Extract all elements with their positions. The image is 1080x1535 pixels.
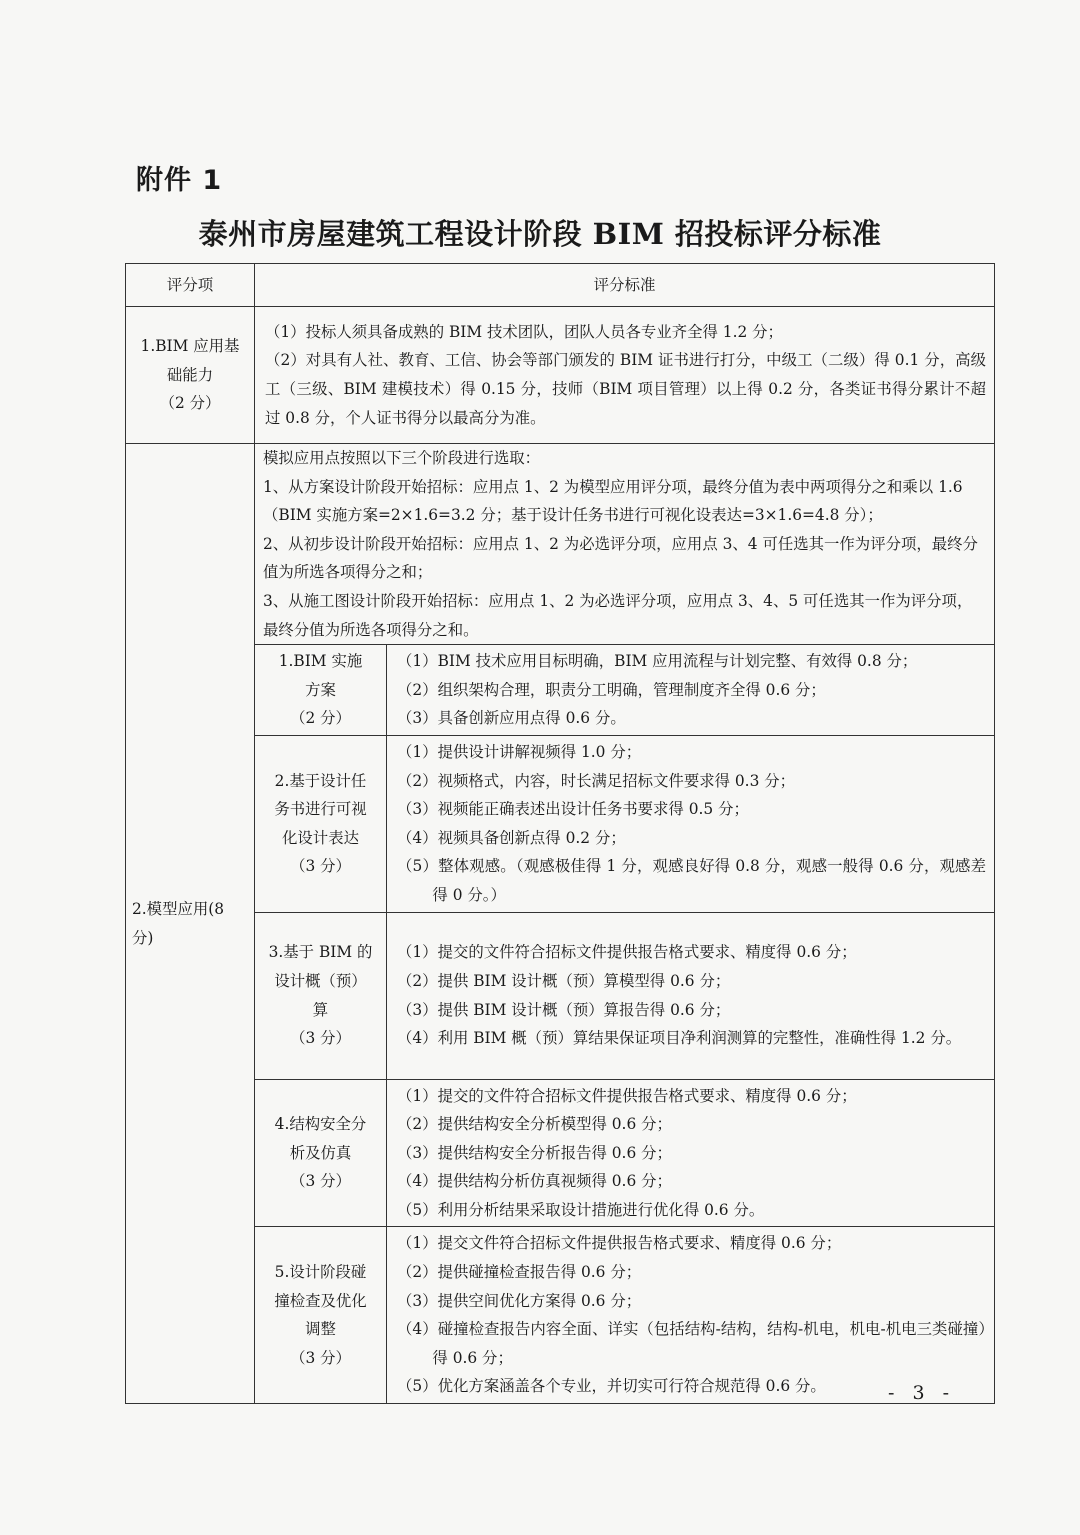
subitem-visual-expression: 2.基于设计任 务书进行可视 化设计表达 （3 分） (255, 735, 387, 912)
intro-line: 模拟应用点按照以下三个阶段进行选取： (263, 449, 541, 467)
criteria-line: （1）提供设计讲解视频得 1.0 分； (397, 742, 642, 761)
subitem-cost-estimate: 3.基于 BIM 的 设计概（预） 算 （3 分） (255, 912, 387, 1079)
subitem-bim-plan: 1.BIM 实施 方案 （2 分） (255, 645, 387, 736)
table-row (126, 307, 995, 444)
page-number: - 3 - (888, 1382, 956, 1404)
subitem-clash-detection: 5.设计阶段碰 撞检查及优化 调整 （3 分） (255, 1227, 387, 1404)
table-row (126, 645, 995, 736)
criteria-line: （4）利用 BIM 概（预）算结果保证项目净利润测算的完整性，准确性得 1.2 分。 (397, 1029, 962, 1048)
table-row (126, 735, 995, 912)
header-scoring-item: 评分项 (126, 264, 255, 307)
intro-line: 3、从施工图设计阶段开始招标：应用点 1、2 为必选评分项，应用点 3、4、5 可任选其一作为评分项，最终分值为所选各项得分之和。 (263, 591, 973, 639)
criteria-line: （1）提交文件符合招标文件提供报告格式要求、精度得 0.6 分； (397, 1234, 842, 1253)
criteria-line: （2）对具有人社、教育、工信、协会等部门颁发的 BIM 证书进行打分，中级工（二级）得 0.1 分，高级工（三级、BIM 建模技术）得 0.15 分，技师（BIM 项目管理）以上得 0.2 分，各类证书得分累计不超过 0.8 分，个人证书得分以最高分为准。 (265, 351, 987, 427)
criteria-line: （1）投标人须具备成熟的 BIM 技术团队，团队人员各专业齐全得 1.2 分； (265, 322, 783, 341)
criteria-line: （1）BIM 技术应用目标明确，BIM 应用流程与计划完整、有效得 0.8 分； (397, 652, 918, 671)
table-header-row (126, 264, 995, 307)
category-model-application: 2.模型应用(8 分) (126, 444, 255, 1404)
scoring-table (125, 263, 995, 1404)
criteria-line: （5）利用分析结果采取设计措施进行优化得 0.6 分。 (397, 1200, 765, 1219)
criteria-line: （4）视频具备创新点得 0.2 分； (397, 828, 626, 847)
criteria-line: （2）提供结构安全分析模型得 0.6 分； (397, 1115, 672, 1134)
subitem-structural-safety: 4.结构安全分 析及仿真 （3 分） (255, 1079, 387, 1227)
table-row (126, 1227, 995, 1404)
criteria-clash-detection (387, 1227, 995, 1404)
criteria-line: （4）碰撞检查报告内容全面、详实（包括结构-结构，结构-机电，机电-机电三类碰撞）得 0.6 分； (397, 1320, 987, 1367)
criteria-line: （3）提供结构安全分析报告得 0.6 分； (397, 1143, 672, 1162)
table-row (126, 1079, 995, 1227)
criteria-line: （2）提供碰撞检查报告得 0.6 分； (397, 1263, 642, 1282)
criteria-line: （3）具备创新应用点得 0.6 分。 (397, 709, 626, 728)
document-title: 泰州市房屋建筑工程设计阶段 BIM 招投标评分标准 (198, 217, 882, 251)
criteria-line: （1）提交的文件符合招标文件提供报告格式要求、精度得 0.6 分； (397, 943, 857, 962)
model-application-intro (255, 444, 995, 645)
criteria-structural-safety (387, 1079, 995, 1227)
attachment-label: 附件 1 (136, 165, 223, 196)
category-bim-capability: 1.BIM 应用基 础能力 （2 分） (126, 307, 255, 444)
criteria-line: （2）提供 BIM 设计概（预）算模型得 0.6 分； (397, 971, 731, 990)
criteria-bim-capability (255, 307, 995, 444)
criteria-cost-estimate (387, 912, 995, 1079)
criteria-visual-expression (387, 735, 995, 912)
criteria-line: （2）组织架构合理，职责分工明确，管理制度齐全得 0.6 分； (397, 680, 826, 699)
criteria-line: （1）提交的文件符合招标文件提供报告格式要求、精度得 0.6 分； (397, 1086, 857, 1105)
intro-line: 2、从初步设计阶段开始招标：应用点 1、2 为必选评分项，应用点 3、4 可任选其一作为评分项，最终分值为所选各项得分之和； (263, 534, 978, 582)
table-row (126, 912, 995, 1079)
criteria-line: （3）提供 BIM 设计概（预）算报告得 0.6 分； (397, 1000, 731, 1019)
criteria-line: （5）整体观感。（观感极佳得 1 分，观感良好得 0.8 分，观感一般得 0.6 分，观感差得 0 分。） (397, 857, 987, 904)
criteria-line: （3）提供空间优化方案得 0.6 分； (397, 1291, 642, 1310)
header-scoring-criteria: 评分标准 (255, 264, 995, 307)
table-row (126, 444, 995, 645)
criteria-line: （5）优化方案涵盖各个专业，并切实可行符合规范得 0.6 分。 (397, 1377, 826, 1396)
criteria-bim-plan (387, 645, 995, 736)
intro-line: 1、从方案设计阶段开始招标：应用点 1、2 为模型应用评分项，最终分值为表中两项得分之和乘以 1.6（BIM 实施方案=2×1.6=3.2 分；基于设计任务书进行可视化设表达=3×1.6=4.8 分）； (263, 477, 963, 525)
criteria-line: （2）视频格式，内容，时长满足招标文件要求得 0.3 分； (397, 771, 796, 790)
criteria-line: （4）提供结构分析仿真视频得 0.6 分； (397, 1172, 672, 1191)
criteria-line: （3）视频能正确表述出设计任务书要求得 0.5 分； (397, 800, 749, 819)
